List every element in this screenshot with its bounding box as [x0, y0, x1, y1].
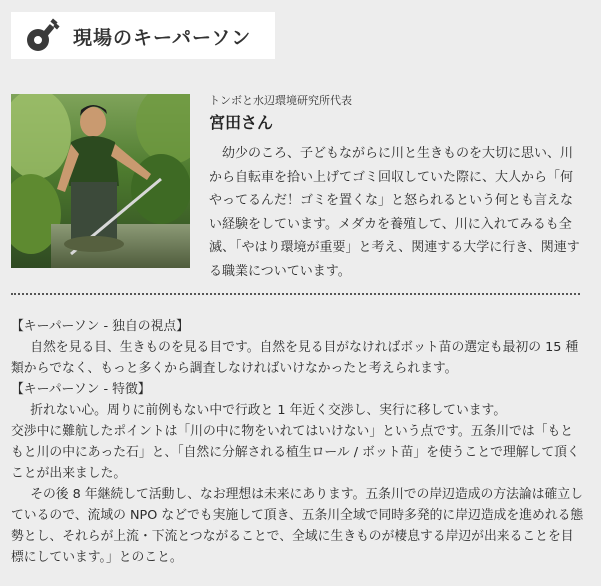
page-title: 現場のキーパーソン	[73, 27, 252, 49]
traits-heading: 【キーパーソン - 特徴】	[11, 382, 151, 397]
viewpoint-section	[11, 316, 584, 568]
key-icon	[25, 18, 61, 54]
viewpoint-heading: 【キーパーソン - 独自の視点】	[11, 319, 189, 334]
section-title-box	[11, 12, 275, 59]
traits-text-3: その後 8 年継続して活動し、なお理想は未来にあります。五条川での岸辺造成の方法論は確立しているので、流域の NPO などでも実施して頂き、五条川全域で同時多発的に岸辺造成を進めれる態勢とし、それらが上流・下流とつながることで、全域に生きものが棲息する岸辺が出来ることを目標にしています。」とのこと。	[11, 487, 584, 565]
keyperson-photo	[11, 94, 190, 268]
viewpoint-text: 自然を見る目、生きものを見る目です。自然を見る目がなければボット苗の選定も最初の 15 種類からでなく、もっと多くから調査しなければいけなかったと考えられます。	[11, 340, 579, 376]
dotted-divider	[11, 293, 580, 295]
person-name: 宮田さん	[209, 113, 274, 132]
person-bio: 幼少のころ、子どもながらに川と生きものを大切に思い、川から自転車を拾い上げてゴミ回収していた際に、大人から「何やってるんだ！ゴミを置くな」と怒られるという何とも言えない経験をしています。メダカを養殖して、川に入れてみるも全滅、「やはり環境が重要」と考え、関連する大学に行き、関連する職業についています。	[209, 146, 580, 279]
person-role: トンボと水辺環境研究所代表	[209, 94, 352, 107]
traits-text-2: 交渉中に難航したポイントは「川の中に物をいれてはいけない」という点です。五条川では「もともと川の中にあった石」と、「自然に分解される植生ロール / ボット苗」を使うことで理解して頂くことが出来ました。	[11, 424, 580, 481]
traits-text-1: 折れない心。周りに前例もない中で行政と 1 年近く交渉し、実行に移しています。	[30, 403, 507, 418]
